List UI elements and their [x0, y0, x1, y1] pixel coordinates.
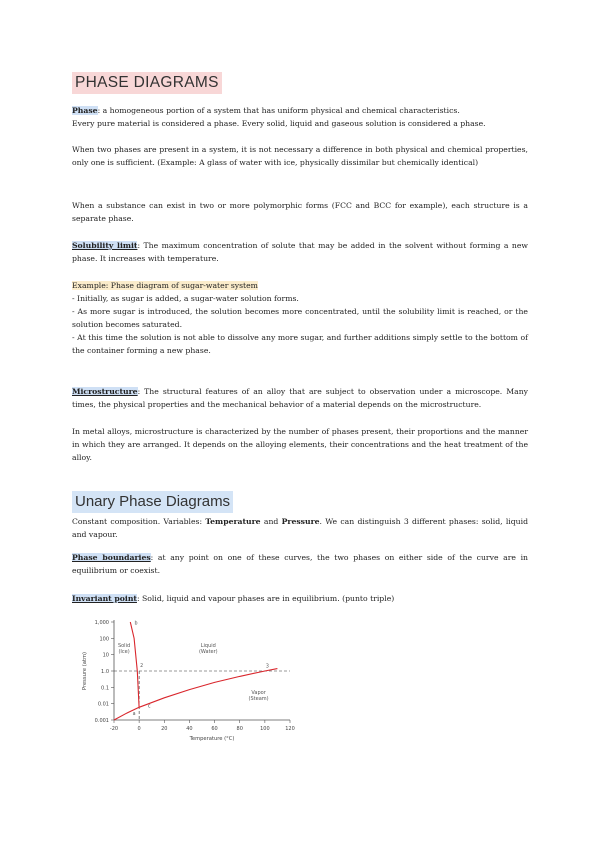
unary-intro-a: Constant composition. Variables:: [72, 517, 206, 526]
region-label-line: (Ice): [118, 648, 130, 655]
example-item-3: - At this time the solution is not able to dissolve any more sugar, and further additions simply settle to the bottom of the container forming a new phase.: [72, 333, 528, 355]
region-label-line: Vapor: [251, 689, 266, 696]
para-polymorphic: When a substance can exist in two or more polymorphic forms (FCC and BCC for example), each structure is a separate phase.: [72, 201, 528, 223]
region-label-line: (Steam): [248, 695, 269, 702]
invariant-point-term: Invariant point: [72, 594, 137, 603]
invariant-point-def-text: : Solid, liquid and vapour phases are in equilibrium. (punto triple): [136, 594, 395, 603]
example-item-2: - As more sugar is introduced, the solution becomes more concentrated, until the solubility limit is reached, or the solution becomes saturated.: [72, 307, 528, 329]
phase-boundaries-definition: [72, 551, 528, 577]
region-label: [118, 643, 130, 655]
y-tick-label: 10: [102, 652, 109, 659]
y-tick-label: 100: [99, 636, 109, 643]
x-tick-label: 20: [161, 726, 168, 732]
phase-boundaries-def-text: : at any point on one of these curves, the two phases on either side of the curve are in equilibrium or coexist.: [72, 553, 528, 575]
y-tick-label: 1,000: [94, 620, 109, 626]
example-item-1: - Initially, as sugar is added, a sugar-water solution forms.: [72, 294, 299, 303]
phase-boundaries-term: Phase boundaries: [72, 553, 151, 562]
var-temperature: Temperature: [205, 517, 261, 526]
x-tick-label: 120: [285, 726, 295, 732]
unary-intro-c: . We can distinguish 3 different phases: solid, liquid and vapour.: [72, 517, 529, 539]
x-tick-label: 100: [260, 726, 270, 732]
x-axis-title: Temperature (°C): [189, 736, 235, 742]
labels-group: [118, 621, 269, 718]
x-tick-label: 40: [186, 726, 193, 732]
phase-def-text: : a homogeneous portion of a system that has uniform physical and chemical characteristics.: [97, 106, 460, 115]
y-tick-label: 0.01: [97, 701, 109, 708]
point-label: b: [134, 621, 138, 627]
unary-intro-b: and: [260, 517, 282, 526]
point-label: 2: [140, 663, 144, 669]
region-label-line: Liquid: [200, 642, 216, 649]
var-pressure: Pressure: [281, 517, 320, 526]
x-tick-label: 60: [211, 726, 218, 732]
y-axis-title: Pressure (atm): [82, 651, 88, 691]
point-label: a: [132, 712, 136, 718]
para-metal-alloys: In metal alloys, microstructure is characterized by the number of phases present, their proportions and the manner in which they are arranged. It depends on the alloying elements, their concentrations and the heat treatment of the alloy.: [72, 427, 528, 462]
solubility-def-text: : The maximum concentration of solute that may be added in the solvent without forming a new phase. It increases with temperature.: [72, 241, 528, 263]
region-label-line: (Water): [198, 648, 218, 655]
water-phase-diagram: [78, 612, 308, 746]
solubility-term: Solubility limit: [72, 241, 138, 250]
x-tick-label: -20: [109, 726, 119, 732]
phase-definition: [72, 104, 528, 130]
region-label-line: Solid: [117, 642, 131, 649]
region-label: [199, 643, 218, 655]
phase-line2: Every pure material is considered a phase. Every solid, liquid and gaseous solution is considered a phase.: [72, 119, 486, 128]
x-tick-label: 0: [137, 726, 141, 732]
x-tick-label: 80: [236, 726, 243, 732]
invariant-point-definition: [72, 592, 528, 605]
axes-group: [82, 620, 295, 742]
phase-diagram-svg: [78, 612, 308, 746]
microstructure-def-text: : The structural features of an alloy that are subject to observation under a microscope. Many times, the physical properties and the mechanical behavior of a material depends on the microstructure.: [72, 387, 528, 409]
example-block: [72, 279, 528, 357]
para-two-phases: When two phases are present in a system, it is not necessary a difference in both physical and chemical properties, only one is sufficient. (Example: A glass of water with ice, physically dissimilar but chemically identical): [72, 145, 528, 167]
y-tick-label: 0.1: [101, 685, 109, 692]
solubility-definition: [72, 239, 528, 265]
region-label: [249, 690, 269, 702]
curve-solid-liquid: [130, 622, 139, 707]
page-title: PHASE DIAGRAMS: [72, 72, 222, 94]
y-tick-label: 1.0: [101, 669, 109, 675]
phase-term: Phase: [72, 106, 98, 115]
point-label: c: [147, 704, 151, 710]
point-label: 3: [265, 664, 269, 670]
example-title: Example: Phase diagram of sugar-water system: [72, 281, 258, 290]
section-heading-unary: Unary Phase Diagrams: [72, 491, 233, 513]
unary-intro: [72, 515, 528, 541]
microstructure-definition: [72, 385, 528, 411]
microstructure-term: Microstructure: [72, 387, 138, 396]
y-tick-label: 0.001: [94, 718, 109, 724]
